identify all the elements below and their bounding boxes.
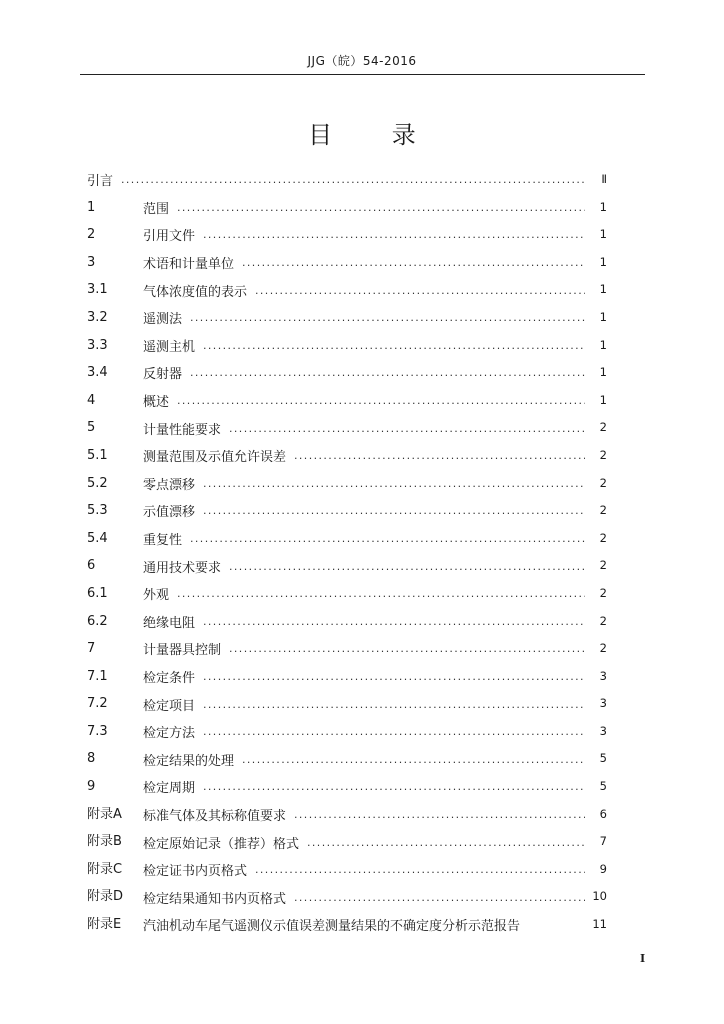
toc-entry: [87, 332, 607, 360]
dot-leader: [203, 477, 585, 490]
dot-leader: [229, 422, 585, 435]
toc-entry-title: 通用技术要求: [143, 560, 222, 576]
dot-leader: [294, 891, 585, 904]
toc-entry-number: 7.3: [87, 723, 108, 739]
dot-leader: [307, 836, 585, 849]
toc-entry-title: 遥测主机: [143, 339, 196, 355]
toc-entry-number: 5.4: [87, 530, 108, 546]
toc-entry-page: 5: [599, 779, 607, 794]
toc-entry-number: 5: [87, 420, 96, 436]
toc-entry-title: 气体浓度值的表示: [143, 284, 248, 300]
toc-entry-page: 2: [599, 585, 607, 600]
toc-entry-title: 示值漂移: [143, 505, 196, 521]
toc-entry-number: 7.1: [87, 668, 108, 684]
toc-entry-title: 范围: [143, 201, 170, 217]
toc-entry: [87, 773, 607, 801]
dot-leader: [229, 560, 585, 573]
toc-entry: [87, 276, 607, 304]
dot-leader: [203, 698, 585, 711]
toc-entry-number: 5.3: [87, 503, 108, 519]
toc-entry-page: 2: [599, 558, 607, 573]
toc-entry: [87, 470, 607, 498]
dot-leader: [203, 228, 585, 241]
toc-entry-title: 概述: [143, 395, 170, 411]
toc-entry: [87, 883, 607, 911]
dot-leader: [229, 642, 585, 655]
toc-entry-page: 1: [599, 282, 607, 297]
toc-entry: [87, 221, 607, 249]
toc-entry: [87, 166, 607, 194]
dot-leader: [203, 615, 585, 628]
toc-entry: [87, 801, 607, 829]
toc-entry-page: 2: [599, 447, 607, 462]
toc-entry-number: 附录C: [87, 861, 123, 877]
table-of-contents: [87, 166, 607, 939]
toc-entry-page: 1: [599, 392, 607, 407]
toc-entry: [87, 911, 607, 939]
toc-entry-number: 4: [87, 392, 96, 408]
toc-entry: [87, 304, 607, 332]
toc-entry-title: 引言: [87, 174, 114, 190]
toc-entry: [87, 414, 607, 442]
toc-entry: [87, 663, 607, 691]
toc-entry-title: 检定结果通知书内页格式: [143, 891, 287, 907]
dot-leader: [203, 504, 585, 517]
dot-leader: [255, 284, 585, 297]
toc-entry: [87, 525, 607, 553]
toc-entry-number: 2: [87, 227, 96, 243]
toc-entry-number: 3.3: [87, 337, 108, 353]
toc-entry-title: 重复性: [143, 533, 183, 549]
toc-entry-number: 附录E: [87, 917, 122, 933]
toc-entry-number: 7.2: [87, 696, 108, 712]
toc-entry-page: 1: [599, 309, 607, 324]
toc-entry: [87, 608, 607, 636]
toc-entry: [87, 359, 607, 387]
toc-entry-title: 检定条件: [143, 670, 196, 686]
dot-leader: [203, 725, 585, 738]
toc-entry: [87, 745, 607, 773]
toc-entry-title: 计量器具控制: [143, 643, 222, 659]
toc-entry-title: 检定证书内页格式: [143, 864, 248, 880]
toc-entry-number: 7: [87, 641, 96, 657]
toc-entry-page: 2: [599, 503, 607, 518]
dot-leader: [190, 532, 585, 545]
dot-leader: [203, 780, 585, 793]
toc-entry-title: 检定方法: [143, 726, 196, 742]
page-title: 目 录: [308, 121, 442, 149]
toc-entry: [87, 856, 607, 884]
toc-entry: [87, 497, 607, 525]
header-divider: [80, 74, 645, 75]
dot-leader: [121, 173, 585, 186]
toc-entry: [87, 194, 607, 222]
toc-entry-title: 汽油机动车尾气遥测仪示值误差测量结果的不确定度分析示范报告: [143, 919, 521, 935]
toc-entry-title: 引用文件: [143, 229, 196, 245]
toc-entry-title: 检定结果的处理: [143, 753, 235, 769]
toc-entry-number: 3.1: [87, 282, 108, 298]
toc-entry-title: 遥测法: [143, 312, 183, 328]
toc-entry-page: 2: [599, 641, 607, 656]
dot-leader: [242, 256, 585, 269]
toc-entry-title: 标准气体及其标称值要求: [143, 808, 287, 824]
dot-leader: [242, 753, 585, 766]
toc-entry-title: 外观: [143, 588, 170, 604]
toc-entry-page: 1: [599, 337, 607, 352]
dot-leader: [177, 201, 585, 214]
toc-entry: [87, 635, 607, 663]
toc-entry-title: 计量性能要求: [143, 422, 222, 438]
toc-entry: [87, 552, 607, 580]
toc-entry-title: 术语和计量单位: [143, 257, 235, 273]
toc-entry-title: 检定项目: [143, 698, 196, 714]
toc-entry: [87, 387, 607, 415]
toc-entry-number: 3: [87, 254, 96, 270]
dot-leader: [203, 339, 585, 352]
dot-leader: [294, 808, 585, 821]
toc-entry-number: 3.4: [87, 365, 108, 381]
toc-entry-number: 3.2: [87, 309, 108, 325]
toc-entry-title: 测量范围及示值允许误差: [143, 450, 287, 466]
toc-entry-page: 9: [599, 861, 607, 876]
toc-entry-page: 1: [599, 365, 607, 380]
toc-entry-number: 附录D: [87, 889, 124, 905]
toc-entry-title: 检定周期: [143, 781, 196, 797]
dot-leader: [177, 394, 585, 407]
toc-entry-number: 1: [87, 199, 96, 215]
toc-entry-page: 2: [599, 613, 607, 628]
toc-entry-page: 7: [599, 834, 607, 849]
standard-code-header: JJG（皖）54-2016: [307, 54, 417, 68]
toc-entry-page: 3: [599, 668, 607, 683]
toc-entry-number: 6.1: [87, 585, 108, 601]
toc-entry: [87, 718, 607, 746]
toc-entry: [87, 690, 607, 718]
toc-entry-page: 2: [599, 420, 607, 435]
toc-entry: [87, 828, 607, 856]
toc-entry: [87, 580, 607, 608]
toc-entry-page: 1: [599, 254, 607, 269]
dot-leader: [203, 670, 585, 683]
dot-leader: [294, 449, 585, 462]
dot-leader: [190, 366, 585, 379]
toc-entry-title: 零点漂移: [143, 477, 196, 493]
toc-entry-number: 5.1: [87, 447, 108, 463]
page-number: Ⅰ: [640, 952, 646, 965]
toc-entry-number: 附录A: [87, 806, 122, 822]
toc-entry: [87, 442, 607, 470]
toc-entry-page: 1: [599, 227, 607, 242]
toc-entry-page: Ⅱ: [601, 172, 607, 186]
toc-entry-page: 5: [599, 751, 607, 766]
toc-entry-page: 1: [599, 199, 607, 214]
toc-entry-title: 绝缘电阻: [143, 615, 196, 631]
toc-entry-title: 检定原始记录（推荐）格式: [143, 836, 300, 852]
dot-leader: [190, 311, 585, 324]
toc-entry-page: 11: [592, 917, 607, 932]
dot-leader: [177, 587, 585, 600]
toc-entry-number: 6.2: [87, 613, 108, 629]
toc-entry-page: 6: [599, 806, 607, 821]
toc-entry: [87, 249, 607, 277]
toc-entry-number: 9: [87, 779, 96, 795]
toc-entry-page: 2: [599, 530, 607, 545]
toc-entry-number: 6: [87, 558, 96, 574]
toc-entry-page: 3: [599, 723, 607, 738]
toc-entry-page: 10: [592, 889, 607, 904]
toc-entry-number: 8: [87, 751, 96, 767]
toc-entry-page: 2: [599, 475, 607, 490]
toc-entry-number: 附录B: [87, 834, 122, 850]
dot-leader: [255, 863, 585, 876]
toc-entry-page: 3: [599, 696, 607, 711]
toc-entry-number: 5.2: [87, 475, 108, 491]
toc-entry-title: 反射器: [143, 367, 183, 383]
